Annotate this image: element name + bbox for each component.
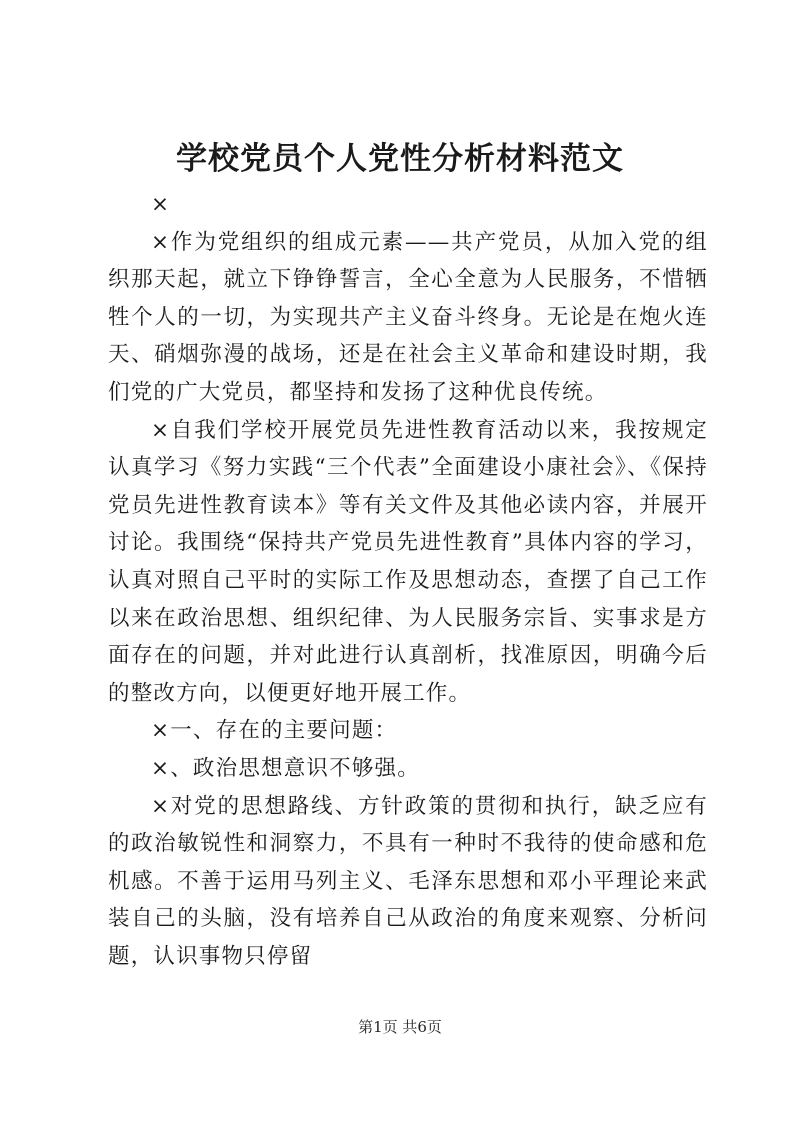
section-heading-problems: ×一、存在的主要问题： <box>151 718 398 744</box>
paragraph-study: ×自我们学校开展党员先进性教育活动以来，我按规定认真学习《努力实践“三个代表”全面建设小康社会》、《保持党员先进性教育读本》等有关文件及其他必读内容，并展开讨论。我围绕“保持共产党员先进性教育”具体内容的学习，认真对照自己平时的实际工作及思想动态，查摆了自己工作以来在政治思想、组织纪律、为人民服务宗旨、实事求是方面存在的问题，并对此进行认真剖析，找准原因，明确今后的整改方向，以便更好地开展工作。 <box>108 417 708 706</box>
document-title: 学校党员个人党性分析材料范文 <box>176 141 624 177</box>
paragraph-intro: ×作为党组织的组成元素——共产党员，从加入党的组织那天起，就立下铮铮誓言，全心全意为人民服务，不惜牺牲个人的一切，为实现共产主义奋斗终身。无论是在炮火连天、硝烟弥漫的战场，还是在社会主义革命和建设时期，我们党的广大党员，都坚持和发扬了这种优良传统。 <box>108 229 708 405</box>
paragraph-political-awareness: ×对党的思想路线、方针政策的贯彻和执行，缺乏应有的政治敏锐性和洞察力，不具有一种时不我待的使命感和危机感。不善于运用马列主义、毛泽东思想和邓小平理论来武装自己的头脑，没有培养自己从政治的角度来观察、分析问题，认识事物只停留 <box>108 793 708 969</box>
document-body <box>108 186 708 975</box>
subheading-political-awareness: ×、政治思想意识不够强。 <box>151 755 420 781</box>
paragraph-marker: × <box>151 192 171 217</box>
page-footer: 第1页 共6页 <box>358 1018 442 1036</box>
